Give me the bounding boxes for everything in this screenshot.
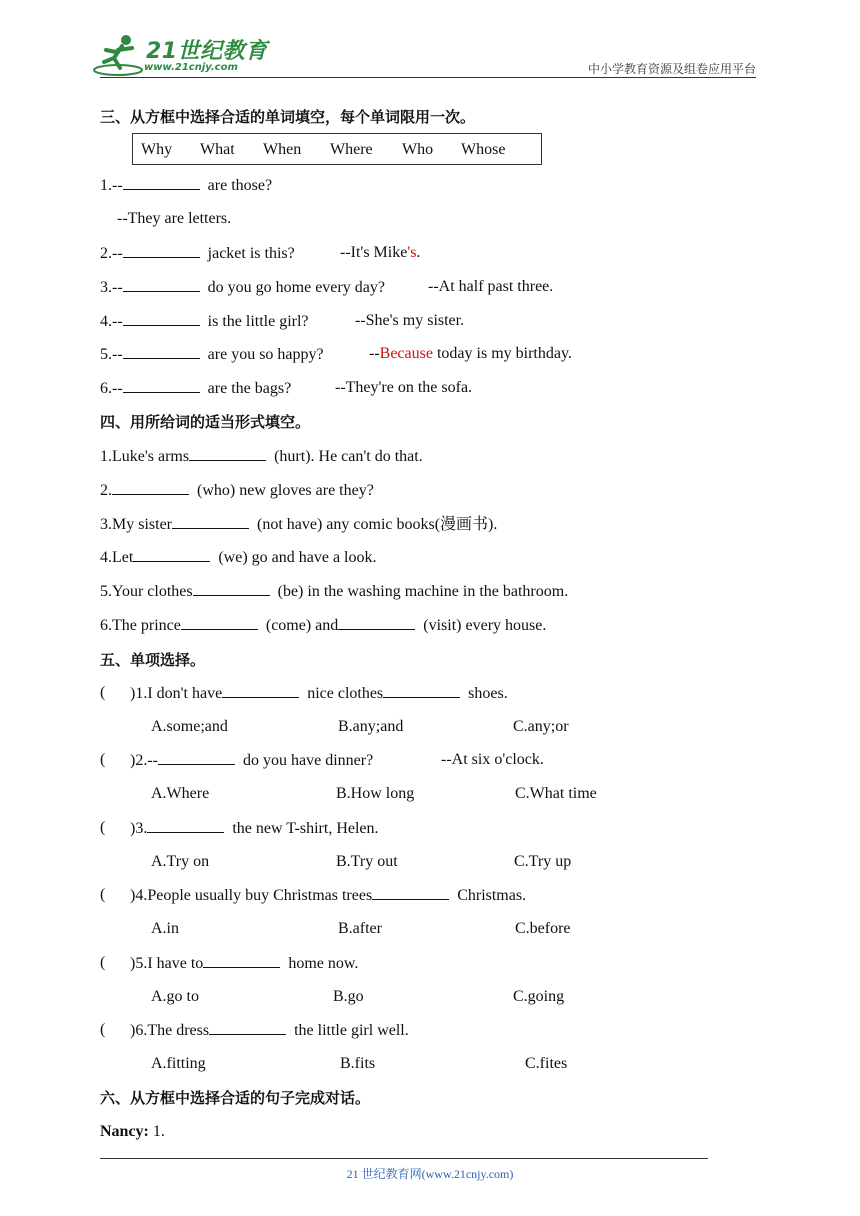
- answer-blank[interactable]: [123, 243, 200, 258]
- s5-question-5: [130, 953, 358, 974]
- answer-text: .: [416, 244, 421, 261]
- site-logo: [92, 32, 268, 80]
- section-3-heading: 三、从方框中选择合适的单词填空，每个单词限用一次。: [100, 108, 476, 126]
- question-text: home now.: [288, 955, 359, 972]
- question-text: (visit) every house.: [423, 617, 547, 634]
- question-text: )3.: [130, 820, 148, 837]
- s3-answer-3: --At half past three.: [428, 278, 554, 295]
- s3-question-4: [100, 311, 309, 332]
- dialogue-line-1: [100, 1122, 165, 1142]
- question-text: (come) and: [265, 617, 339, 634]
- option-c[interactable]: C.fites: [525, 1055, 568, 1072]
- question-text: (hurt). He can't do that.: [274, 448, 423, 465]
- word-box-item: Why: [141, 141, 173, 158]
- question-number: 3.--: [100, 279, 123, 296]
- logo-text: 21世纪教育: [146, 39, 268, 64]
- s4-question-2: [100, 480, 374, 501]
- answer-blank[interactable]: [123, 378, 200, 393]
- s4-question-4: [100, 547, 377, 568]
- answer-blank[interactable]: [147, 818, 224, 833]
- runner-logo-icon: [92, 32, 146, 78]
- question-text: nice clothes: [307, 685, 384, 702]
- s4-question-3: [100, 514, 497, 535]
- word-box-item: When: [263, 141, 302, 158]
- option-c[interactable]: C.What time: [515, 785, 597, 802]
- question-number: 2.--: [100, 245, 123, 262]
- question-number: 4.--: [100, 313, 123, 330]
- question-text: is the little girl?: [207, 313, 309, 330]
- answer-blank[interactable]: [172, 514, 249, 529]
- word-box-item: What: [200, 141, 235, 158]
- s3-answer-2: [340, 243, 420, 263]
- answer-blank[interactable]: [203, 953, 280, 968]
- s3-question-3: [100, 277, 385, 298]
- logo-url: www.21cnjy.com: [144, 62, 238, 73]
- question-text: (be) in the washing machine in the bathroom.: [277, 583, 569, 600]
- option-b[interactable]: B.after: [338, 920, 382, 937]
- question-text: )2.--: [130, 752, 158, 769]
- s5-question-3: [130, 818, 379, 839]
- question-text: (not have) any comic books(漫画书).: [257, 516, 498, 533]
- question-text: are you so happy?: [207, 346, 324, 363]
- option-b[interactable]: B.Try out: [336, 853, 398, 870]
- answer-blank[interactable]: [372, 885, 449, 900]
- section-4-heading: 四、用所给词的适当形式填空。: [100, 413, 311, 431]
- question-text: are the bags?: [207, 380, 292, 397]
- question-text: shoes.: [468, 685, 508, 702]
- section-5-heading: 五、单项选择。: [100, 651, 206, 669]
- answer-blank[interactable]: [193, 581, 270, 596]
- option-a[interactable]: A.in: [151, 920, 179, 937]
- s3-answer-1: --They are letters.: [117, 210, 232, 227]
- question-text: 2.: [100, 482, 112, 499]
- question-text: 6.The prince: [100, 617, 181, 634]
- option-c[interactable]: C.going: [513, 988, 565, 1005]
- question-text: )6.The dress: [130, 1022, 210, 1039]
- s5-question-4: [130, 885, 526, 906]
- question-text: )4.People usually buy Christmas trees: [130, 887, 373, 904]
- question-text: are those?: [207, 177, 273, 194]
- option-b[interactable]: B.any;and: [338, 718, 404, 735]
- s5-question-2: [130, 750, 373, 771]
- footer-divider: [100, 1158, 708, 1159]
- option-a[interactable]: A.some;and: [151, 718, 228, 735]
- answer-blank[interactable]: [338, 615, 415, 630]
- question-text: do you go home every day?: [207, 279, 385, 296]
- highlight-text: Because: [379, 345, 433, 362]
- word-box-item: Who: [402, 141, 434, 158]
- option-c[interactable]: C.any;or: [513, 718, 569, 735]
- answer-blank[interactable]: [112, 480, 189, 495]
- question-text: 3.My sister: [100, 516, 172, 533]
- s5-paren[interactable]: (: [100, 1021, 106, 1038]
- option-a[interactable]: A.Try on: [151, 853, 210, 870]
- s5-paren[interactable]: (: [100, 684, 106, 701]
- answer-blank[interactable]: [123, 277, 200, 292]
- option-a[interactable]: A.fitting: [151, 1055, 206, 1072]
- s4-question-6: [100, 615, 546, 636]
- highlight-text: 's: [407, 244, 417, 261]
- s3-answer-4: --She's my sister.: [355, 312, 465, 329]
- answer-text: --It's Mike: [340, 244, 408, 261]
- s5-paren[interactable]: (: [100, 819, 106, 836]
- answer-blank[interactable]: [222, 683, 299, 698]
- s4-question-5: [100, 581, 568, 602]
- s4-question-1: [100, 446, 423, 467]
- answer-blank[interactable]: [123, 311, 200, 326]
- question-number: 5.--: [100, 346, 123, 363]
- question-text: (we) go and have a look.: [218, 549, 377, 566]
- answer-blank[interactable]: [123, 344, 200, 359]
- answer-text: --: [369, 345, 380, 362]
- question-text: 4.Let: [100, 549, 134, 566]
- question-text: )5.I have to: [130, 955, 204, 972]
- section-6-heading: 六、从方框中选择合适的句子完成对话。: [100, 1089, 371, 1107]
- answer-blank[interactable]: [189, 446, 266, 461]
- word-box-item: Where: [330, 141, 373, 158]
- question-text: the little girl well.: [294, 1022, 409, 1039]
- answer-blank[interactable]: [158, 750, 235, 765]
- question-text: )1.I don't have: [130, 685, 223, 702]
- word-box-item: Whose: [461, 141, 506, 158]
- option-c[interactable]: C.before: [515, 920, 571, 937]
- option-b[interactable]: B.How long: [336, 785, 415, 802]
- s3-question-2: [100, 243, 295, 264]
- option-c[interactable]: C.Try up: [514, 853, 572, 870]
- option-a[interactable]: A.Where: [151, 785, 210, 802]
- question-text: 1.Luke's arms: [100, 448, 190, 465]
- s3-question-1: [100, 175, 272, 196]
- dialogue-text: 1.: [148, 1123, 165, 1140]
- s5-question-6: [130, 1020, 409, 1041]
- s3-question-5: [100, 344, 324, 365]
- s3-question-6: [100, 378, 291, 399]
- s5-paren[interactable]: (: [100, 886, 106, 903]
- answer-text: today is my birthday.: [432, 345, 572, 362]
- option-b[interactable]: B.go: [333, 988, 364, 1005]
- header-divider: [100, 77, 756, 78]
- s3-answer-6: --They're on the sofa.: [335, 379, 473, 396]
- answer-blank[interactable]: [181, 615, 258, 630]
- answer-blank[interactable]: [383, 683, 460, 698]
- answer-blank[interactable]: [209, 1020, 286, 1035]
- header-platform-text: 中小学教育资源及组卷应用平台: [587, 62, 756, 76]
- word-box: [132, 133, 542, 165]
- s3-answer-5: [369, 344, 572, 364]
- speaker-name: Nancy:: [100, 1123, 149, 1140]
- option-a[interactable]: A.go to: [151, 988, 199, 1005]
- question-text: do you have dinner?: [242, 752, 374, 769]
- footer-link[interactable]: 21 世纪教育网(www.21cnjy.com): [346, 1167, 514, 1181]
- option-b[interactable]: B.fits: [340, 1055, 376, 1072]
- answer-blank[interactable]: [123, 175, 200, 190]
- question-number: 6.--: [100, 380, 123, 397]
- question-text: the new T-shirt, Helen.: [232, 820, 379, 837]
- s5-answer-2: --At six o'clock.: [441, 751, 544, 768]
- question-number: 1.--: [100, 177, 123, 194]
- question-text: Christmas.: [457, 887, 527, 904]
- s5-paren[interactable]: (: [100, 751, 106, 768]
- question-text: (who) new gloves are they?: [197, 482, 374, 499]
- answer-blank[interactable]: [133, 547, 210, 562]
- s5-paren[interactable]: (: [100, 954, 106, 971]
- question-text: jacket is this?: [207, 245, 295, 262]
- s5-question-1: [130, 683, 508, 704]
- question-text: 5.Your clothes: [100, 583, 193, 600]
